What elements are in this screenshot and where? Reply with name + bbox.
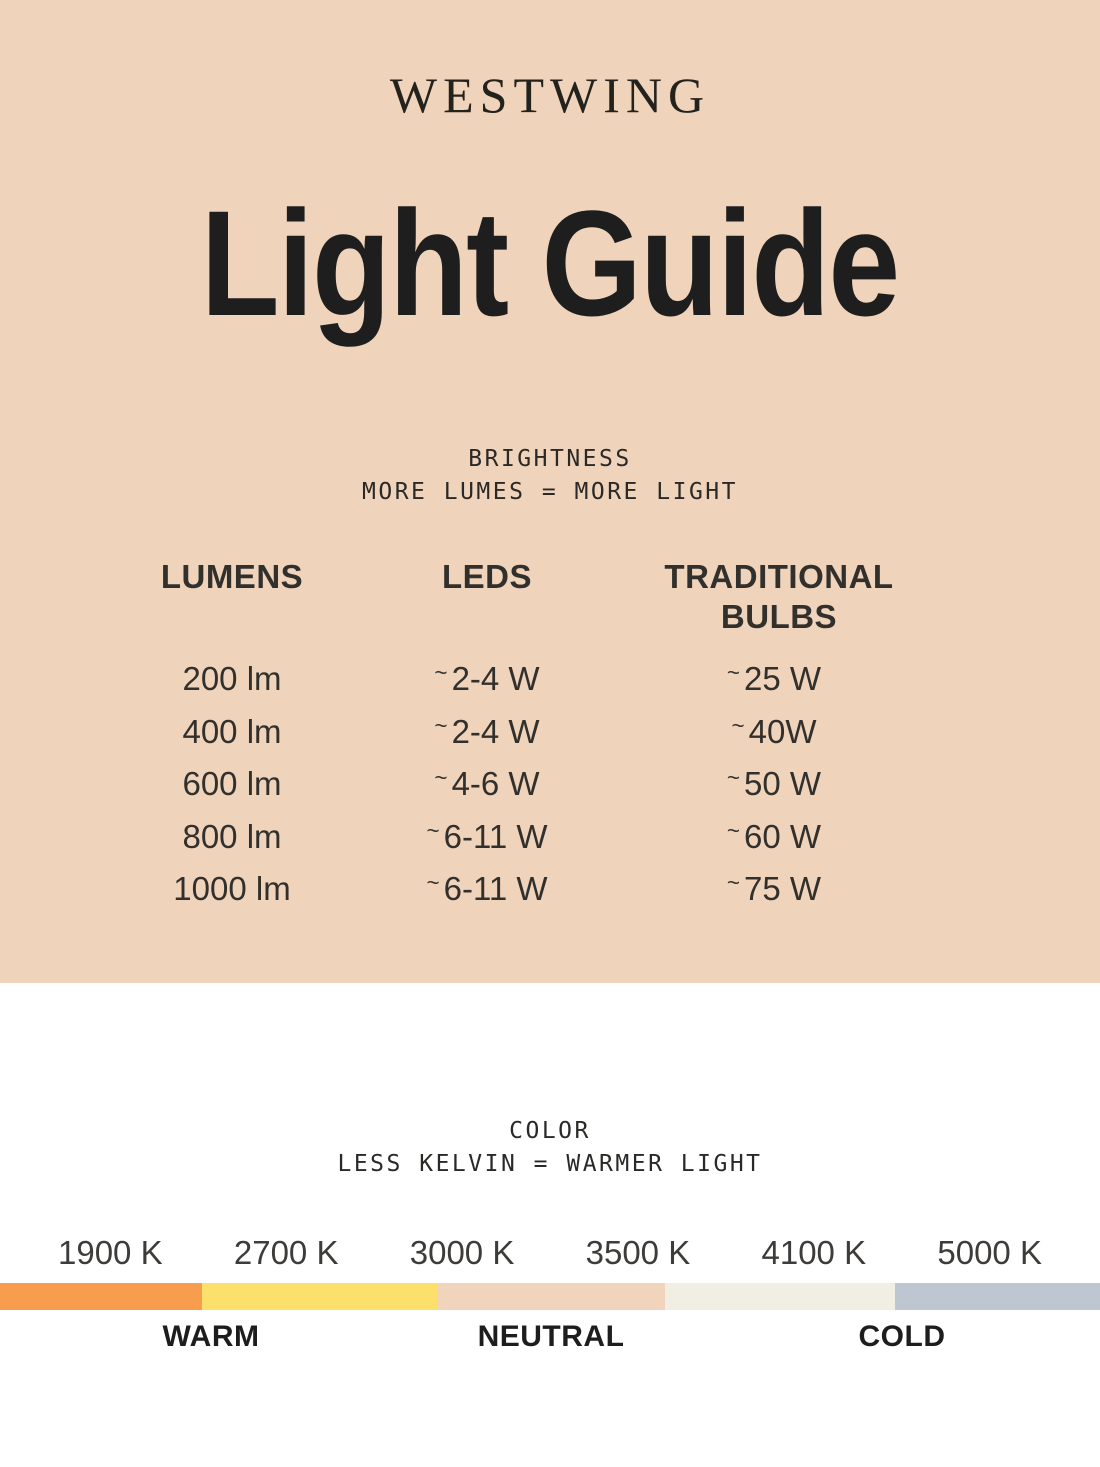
kelvin-color-scale xyxy=(0,1283,1100,1310)
lumens-value: 200 lm xyxy=(182,660,282,698)
color-heading: COLOR xyxy=(509,1118,591,1144)
approx-tilde: ~ xyxy=(726,660,741,686)
table-row xyxy=(120,863,980,916)
kelvin-tick: 1900 K xyxy=(58,1234,163,1271)
lumens-value: 800 lm xyxy=(182,817,282,855)
bulb-watts-text: 25 W xyxy=(744,660,822,698)
led-watts-text: 6-11 W xyxy=(443,870,548,908)
bulb-watts-value xyxy=(630,660,980,698)
led-watts-value xyxy=(344,870,630,908)
color-subheading: LESS KELVIN = WARMER LIGHT xyxy=(337,1151,763,1177)
bulb-watts-text: 75 W xyxy=(744,870,822,908)
westwing-logo: WESTWING xyxy=(389,67,711,123)
kelvin-tick: 5000 K xyxy=(937,1234,1042,1271)
bulb-watts-text: 50 W xyxy=(744,765,822,803)
table-row xyxy=(120,758,980,811)
bulb-watts-value xyxy=(630,818,980,856)
approx-tilde: ~ xyxy=(726,817,741,843)
color-heading-block xyxy=(0,983,1100,1181)
scale-segment-neutral-cream xyxy=(665,1283,895,1310)
lumens-value: 400 lm xyxy=(182,712,282,750)
temperature-zone-row xyxy=(0,1320,1100,1362)
led-watts-value xyxy=(344,660,630,698)
column-header-lumens: LUMENS xyxy=(160,558,304,595)
column-header-traditional-bulbs: TRADITIONAL BULBS xyxy=(664,558,894,635)
led-watts-text: 2-4 W xyxy=(451,660,540,698)
brightness-heading-block xyxy=(0,443,1100,509)
table-body xyxy=(120,653,980,916)
kelvin-tick: 4100 K xyxy=(761,1234,867,1271)
lumen-conversion-table xyxy=(120,557,980,916)
approx-tilde: ~ xyxy=(434,660,448,686)
lumens-value: 1000 lm xyxy=(173,870,291,908)
page-title xyxy=(0,179,1100,347)
bulb-watts-text: 40W xyxy=(748,712,817,750)
kelvin-tick: 2700 K xyxy=(233,1234,339,1271)
approx-tilde: ~ xyxy=(726,870,741,896)
approx-tilde: ~ xyxy=(434,712,448,738)
scale-segment-warm-yellow xyxy=(202,1283,438,1310)
table-row xyxy=(120,653,980,706)
kelvin-tick: 3500 K xyxy=(585,1234,691,1271)
column-header-leds: LEDS xyxy=(441,558,532,595)
scale-segment-warm-orange xyxy=(0,1283,202,1310)
table-row xyxy=(120,706,980,759)
lumens-value: 600 lm xyxy=(182,765,282,803)
bulb-watts-value xyxy=(630,870,980,908)
bulb-watts-value xyxy=(630,765,980,803)
table-header-row xyxy=(120,557,980,637)
brightness-subheading: MORE LUMES = MORE LIGHT xyxy=(362,479,738,505)
led-watts-value xyxy=(344,818,630,856)
led-watts-value xyxy=(344,765,630,803)
kelvin-tick: 3000 K xyxy=(409,1234,515,1271)
table-row xyxy=(120,811,980,864)
scale-segment-cold-blue xyxy=(895,1283,1100,1310)
approx-tilde: ~ xyxy=(426,817,440,843)
bulb-watts-text: 60 W xyxy=(744,817,822,855)
approx-tilde: ~ xyxy=(426,870,440,896)
bulb-watts-value xyxy=(630,713,980,751)
zone-label-warm: WARM xyxy=(162,1320,260,1353)
led-watts-text: 4-6 W xyxy=(451,765,540,803)
zone-label-neutral: NEUTRAL xyxy=(477,1320,625,1353)
led-watts-text: 2-4 W xyxy=(451,712,540,750)
led-watts-text: 6-11 W xyxy=(443,817,548,855)
approx-tilde: ~ xyxy=(434,765,448,791)
led-watts-value xyxy=(344,713,630,751)
approx-tilde: ~ xyxy=(731,712,745,738)
scale-segment-neutral-peach xyxy=(438,1283,665,1310)
zone-label-cold: COLD xyxy=(858,1320,946,1353)
color-temperature-section xyxy=(0,983,1100,1467)
kelvin-tick-row xyxy=(0,1235,1100,1271)
page-title-text: Light Guide xyxy=(201,179,899,347)
approx-tilde: ~ xyxy=(726,765,741,791)
brightness-heading: BRIGHTNESS xyxy=(468,446,632,472)
